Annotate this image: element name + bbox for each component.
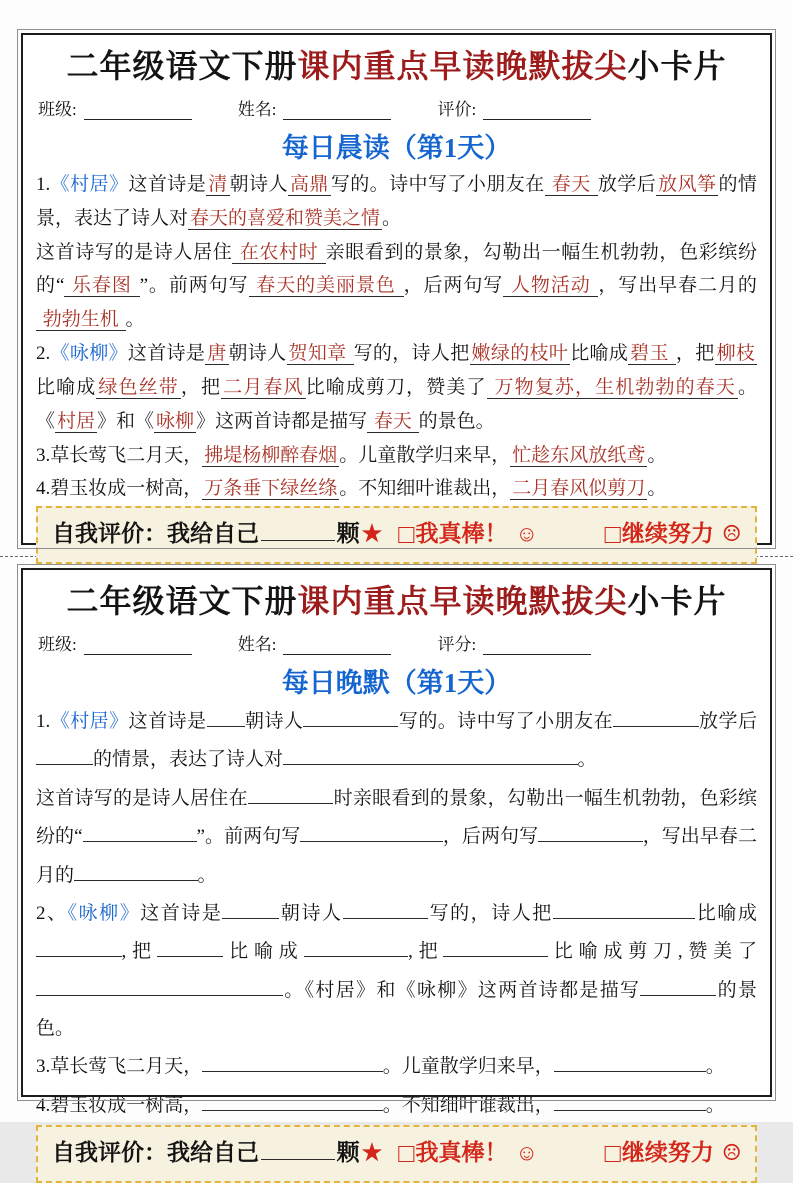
blank-line: [538, 823, 643, 842]
text-segment: 朝诗人: [279, 902, 343, 924]
text-segment: 写的，诗人把: [353, 343, 470, 365]
paragraph: [36, 472, 757, 506]
text-segment: ”。前两句写: [196, 826, 301, 848]
answer-text: 绿色丝带: [98, 376, 179, 398]
blank-line: [261, 518, 335, 541]
answer-text: 春天: [369, 410, 417, 432]
eval-option-label: 我真棒！: [415, 1140, 508, 1166]
paragraph: [36, 337, 757, 438]
text-segment: 1.: [36, 174, 51, 195]
text-segment: 写的。诗中写了小朋友在: [398, 711, 614, 732]
blank-line: [304, 938, 409, 957]
title-text: 二年级语文下册: [66, 48, 298, 84]
info-field: [238, 95, 392, 120]
answer-text: 贺知章: [288, 343, 352, 365]
text-segment: 比喻成剪刀，赞美了: [305, 376, 487, 398]
blank-line: [554, 1092, 706, 1111]
text-segment: 3.草长莺飞二月天，: [36, 1056, 203, 1078]
title-text: 二年级语文下册: [66, 583, 298, 619]
student-info-row: [38, 630, 755, 655]
text-segment: 比喻成剪刀,赞美了: [547, 941, 757, 963]
blank-line: [640, 977, 716, 996]
text-segment: “: [74, 826, 83, 848]
text-segment: 这首诗是: [140, 902, 223, 924]
paragraph: [36, 1087, 757, 1125]
text-segment: 。不知细叶谁裁出，: [382, 1094, 554, 1116]
text-segment: 写的，诗人把: [428, 902, 553, 924]
title-text: 小卡片: [627, 583, 727, 619]
text-segment: 。《村居》和《咏柳》这两首诗都是描写: [283, 979, 641, 1001]
paragraph: [36, 780, 757, 895]
text-segment: 时亲眼看到的景象，勾勒出一幅生机勃勃，色彩缤纷的: [36, 787, 757, 848]
text-segment: 这首诗是: [127, 343, 206, 365]
title-text: 小卡片: [627, 48, 727, 84]
blank-line: [36, 977, 283, 996]
blank-line: [84, 637, 192, 655]
text-segment: ，写出早春二月的: [36, 826, 757, 886]
text-segment: 。: [382, 207, 402, 229]
blank-line: [74, 862, 198, 881]
answer-text: 勃勃生机: [38, 309, 124, 331]
answer-text: 二月春风: [223, 376, 304, 398]
answer-text: 咏柳: [156, 410, 195, 432]
card-title: [36, 576, 757, 622]
text-segment: 朝诗人: [229, 174, 288, 195]
info-label: 姓名:: [237, 635, 277, 654]
info-field: [38, 95, 192, 120]
text-segment: 。: [705, 1056, 725, 1078]
text-segment: 》这两首诗都是描写: [196, 410, 368, 432]
checkbox-icon: □: [398, 519, 415, 550]
text-segment: 的情景，表达了诗人对: [93, 749, 284, 771]
info-label: 班级:: [38, 635, 77, 654]
smiley-icon: ☺: [515, 521, 538, 547]
text-segment: 的景色。: [418, 410, 495, 432]
blank-line: [343, 900, 429, 919]
blank-line: [300, 823, 443, 842]
answer-text: 唐: [207, 343, 227, 365]
info-label: 评价:: [437, 100, 477, 119]
text-segment: 这首诗写的是诗人居住: [36, 241, 233, 263]
answer-text: 万物复苏，生机勃勃的春天: [488, 376, 736, 398]
text-segment: 比喻成: [36, 376, 97, 398]
poem-title: 《咏柳》: [67, 902, 141, 924]
text-segment: ，把: [675, 343, 715, 365]
blank-line: [303, 708, 398, 727]
star-icon: ★: [361, 521, 383, 547]
blank-line: [84, 102, 192, 120]
answer-text: 春天的美丽景色: [250, 275, 402, 297]
text-segment: 。: [647, 478, 667, 500]
blank-line: [483, 637, 591, 655]
text-segment: 2、: [36, 902, 68, 924]
blank-line: [443, 938, 548, 957]
poem-title: 《村居》: [50, 174, 129, 195]
paragraph: [36, 703, 757, 780]
section-heading-evening: 每日晚默（第1天）: [281, 668, 512, 698]
frowny-icon: ☹: [721, 1140, 742, 1166]
text-segment: ，后两句写: [442, 826, 539, 848]
blank-line: [157, 938, 224, 957]
blank-line: [483, 102, 591, 120]
text-segment: 这首诗是: [128, 174, 207, 195]
text-segment: 。: [577, 749, 597, 771]
answer-text: 高鼎: [289, 174, 329, 195]
blank-line: [248, 785, 334, 804]
answer-text: 村居: [57, 410, 96, 432]
text-segment: 。儿童散学归来早，: [339, 444, 511, 466]
title-highlight-text: 课内重点早读晚默拔尖: [297, 48, 628, 84]
answer-text: 万条垂下绿丝绦: [204, 478, 338, 500]
text-segment: 1.: [36, 711, 51, 732]
text-segment: 4.碧玉妆成一树高，: [36, 478, 203, 500]
blank-line: [283, 102, 391, 120]
poem-title: 《咏柳》: [50, 343, 128, 365]
paragraph: [36, 439, 757, 473]
blank-line: [207, 708, 245, 727]
text-segment: 3.草长莺飞二月天，: [36, 444, 203, 466]
text-segment: 。: [647, 444, 667, 466]
frowny-icon: ☹: [721, 521, 742, 547]
info-field: [238, 630, 392, 655]
text-segment: ，把: [180, 376, 222, 398]
info-field: [437, 95, 591, 120]
smiley-icon: ☺: [515, 1140, 538, 1166]
eval-label: 颗: [336, 1140, 360, 1166]
answer-text: 乐春图: [66, 275, 138, 297]
blank-line: [554, 1053, 706, 1072]
blank-line: [261, 1137, 335, 1160]
eval-label: 自我评价：我给自己: [52, 1140, 259, 1166]
poem-title: 《村居》: [50, 711, 129, 732]
text-segment: ,把: [121, 941, 157, 963]
star-icon: ★: [361, 1140, 383, 1166]
blank-line: [36, 746, 93, 765]
info-field: [437, 630, 591, 655]
text-segment: 这首诗是: [128, 711, 207, 732]
answer-text: 忙趁东风放纸鸢: [512, 444, 646, 466]
answer-text: 放风筝: [658, 174, 717, 195]
paragraph: [36, 236, 757, 337]
card-title: [36, 41, 757, 87]
eval-option-label: 我真棒！: [415, 521, 508, 547]
blank-line: [222, 900, 279, 919]
text-segment: 比喻成: [570, 343, 629, 365]
eval-label: 颗: [336, 521, 360, 547]
text-segment: 》和《: [97, 410, 155, 432]
blank-line: [202, 1053, 383, 1072]
answer-text: 柳枝: [716, 343, 755, 365]
info-label: 评分:: [437, 635, 477, 654]
text-segment: 。: [705, 1094, 725, 1116]
answer-text: 二月春风似剪刀: [512, 478, 646, 500]
checkbox-icon: □: [604, 519, 621, 550]
answer-text: 清: [208, 174, 228, 195]
answer-text: 拂堤杨柳醉春烟: [204, 444, 338, 466]
blank-line: [553, 900, 696, 919]
blank-line: [283, 637, 391, 655]
card-content: [36, 703, 757, 1125]
answer-text: 碧玉: [630, 343, 674, 365]
text-segment: 亲眼看到的景象，勾勒出一幅生机勃勃，色彩缤纷的: [36, 241, 757, 297]
info-field: [38, 630, 192, 655]
self-evaluation-box: [36, 506, 757, 564]
student-info-row: [38, 95, 755, 120]
eval-label: 自我评价：我给自己: [52, 521, 259, 547]
paragraph: [36, 1048, 757, 1086]
text-segment: ”。前两句写: [139, 275, 249, 297]
text-segment: 放学后: [698, 711, 757, 732]
eval-option-label: 继续努力: [621, 521, 714, 547]
info-label: 班级:: [38, 100, 77, 119]
text-segment: 。《: [36, 376, 757, 432]
text-segment: 。儿童散学归来早，: [382, 1056, 554, 1078]
blank-line: [202, 1092, 383, 1111]
text-segment: 的情景，表达了诗人对: [36, 174, 757, 229]
text-segment: “: [55, 275, 65, 297]
text-segment: ，后两句写: [403, 275, 504, 297]
eval-option-label: 继续努力: [621, 1140, 714, 1166]
text-segment: 比喻成: [695, 902, 757, 924]
answer-text: 嫩绿的枝叶: [471, 343, 569, 365]
paragraph: [36, 168, 757, 236]
text-segment: 2.: [36, 343, 51, 365]
text-segment: ，写出早春二月的: [598, 275, 757, 297]
text-segment: 放学后: [597, 174, 657, 195]
answer-text: 在农村时: [234, 241, 324, 263]
title-highlight-text: 课内重点早读晚默拔尖: [297, 583, 628, 619]
text-segment: 朝诗人: [228, 343, 287, 365]
morning-reading-card: [21, 33, 772, 550]
self-evaluation-box: [36, 1125, 757, 1183]
text-segment: 这首诗写的是诗人居住在: [36, 787, 248, 809]
text-segment: 比喻成: [223, 941, 304, 963]
section-heading-morning: 每日晨读（第1天）: [281, 133, 512, 163]
answer-text: 人物活动: [505, 275, 597, 297]
text-segment: 4.碧玉妆成一树高，: [36, 1094, 203, 1116]
answer-text: 春天: [546, 174, 596, 195]
text-segment: ,把: [408, 941, 444, 963]
blank-line: [36, 938, 122, 957]
text-segment: 的景色。: [36, 979, 757, 1039]
blank-line: [613, 708, 699, 727]
paragraph: [36, 895, 757, 1049]
text-segment: 朝诗人: [244, 711, 304, 732]
blank-line: [283, 746, 578, 765]
evening-dictation-card: [21, 568, 772, 1169]
text-segment: 写的。诗中写了小朋友在: [330, 174, 545, 195]
answer-text: 春天的喜爱和赞美之情: [190, 207, 381, 229]
blank-line: [83, 823, 197, 842]
card-content: [36, 168, 757, 506]
info-label: 姓名:: [237, 100, 277, 119]
text-segment: 。: [197, 864, 217, 886]
text-segment: 。不知细叶谁裁出，: [339, 478, 511, 500]
checkbox-icon: □: [398, 1138, 415, 1169]
checkbox-icon: □: [604, 1138, 621, 1169]
text-segment: 。: [125, 309, 145, 331]
